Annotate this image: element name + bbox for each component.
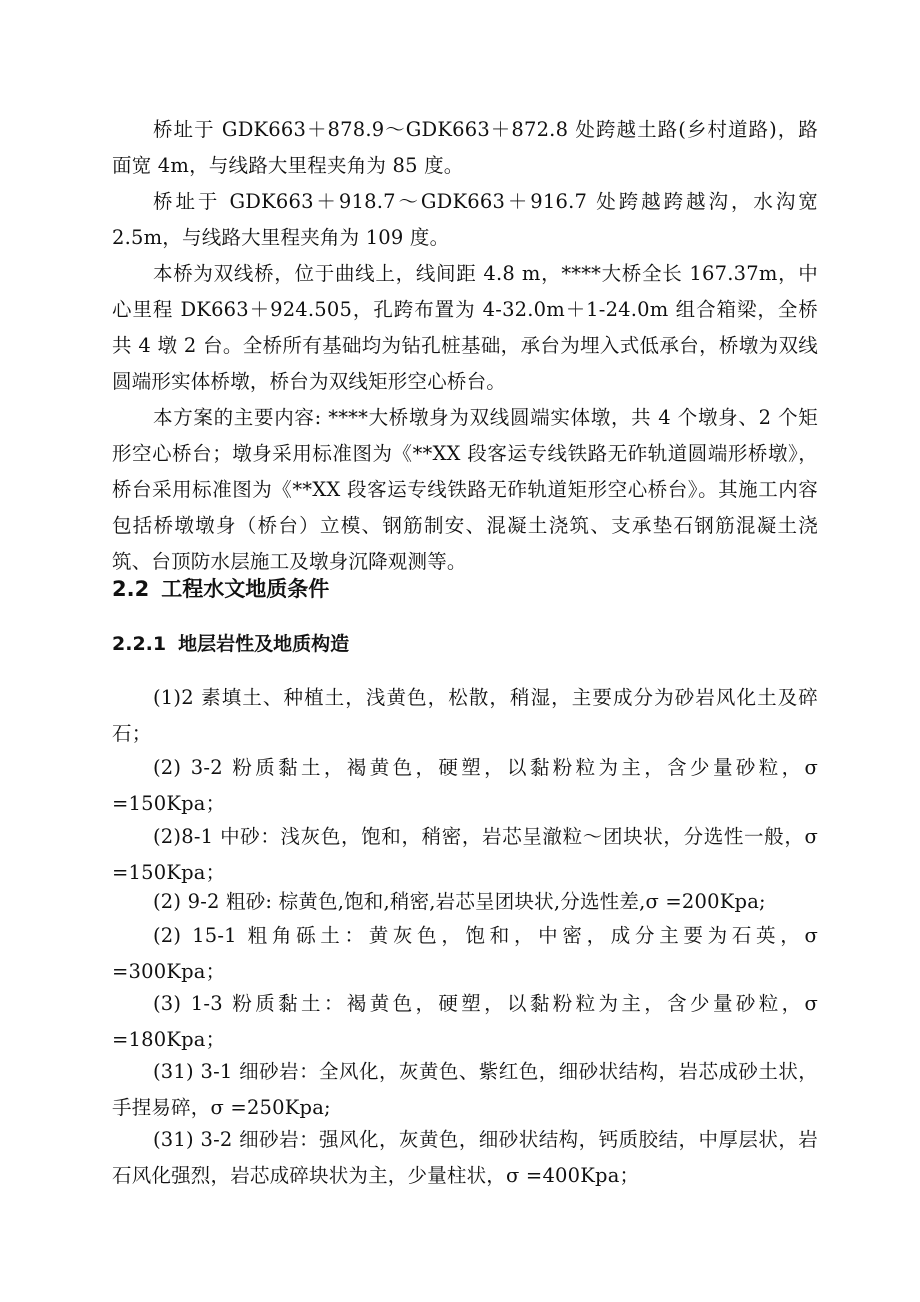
paragraph-bridge-overview: 本桥为双线桥，位于曲线上，线间距 4.8 m，****大桥全长 167.37m，中心里程 DK663＋924.505，孔跨布置为 4-32.0m＋1-24.0m 组合箱梁，全桥共 4 墩 2 台。全桥所有基础均为钻孔桩基础，承台为埋入式低承台，桥墩为双线圆端形实体桥墩，桥台为双线矩形空心桥台。 bbox=[112, 262, 818, 393]
stratum-item: (31) 3-1 细砂岩：全风化，灰黄色、紫红色，细砂状结构，岩芯成砂土状，手捏易碎，σ =250Kpa; bbox=[112, 1060, 818, 1119]
stratum-item: (1)2 素填土、种植土，浅黄色，松散，稍湿，主要成分为砂岩风化土及碎石； bbox=[112, 686, 818, 745]
paragraph-bridge-site-ditch: 桥址于 GDK663＋918.7～GDK663＋916.7 处跨越跨越沟，水沟宽 2.5m，与线路大里程夹角为 109 度。 bbox=[112, 190, 818, 249]
section-heading-2-2 bbox=[112, 574, 329, 604]
stratum-item: (2) 3-2 粉质黏土，褐黄色，硬塑，以黏粉粒为主，含少量砂粒，σ =150Kpa； bbox=[112, 756, 818, 815]
paragraph-scheme-content: 本方案的主要内容: ****大桥墩身为双线圆端实体墩，共 4 个墩身、2 个矩形空心桥台；墩身采用标准图为《**XX 段客运专线铁路无砟轨道圆端形桥墩》，桥台采用标准图为《**XX 段客运专线铁路无砟轨道矩形空心桥台》。其施工内容包括桥墩墩身（桥台）立模、钢筋制安、混凝土浇筑、支承垫石钢筋混凝土浇筑、台顶防水层施工及墩身沉降观测等。 bbox=[112, 406, 818, 573]
stratum-item: (2)8-1 中砂：浅灰色，饱和，稍密，岩芯呈澈粒～团块状，分选性一般，σ =150Kpa； bbox=[112, 825, 818, 884]
subsection-number: 2.2.1 bbox=[112, 633, 167, 655]
stratum-item: (31) 3-2 细砂岩：强风化，灰黄色，细砂状结构，钙质胶结，中厚层状，岩石风化强烈，岩芯成碎块状为主，少量柱状，σ =400Kpa； bbox=[112, 1128, 818, 1187]
stratum-item: (2) 15-1 粗角砾土：黄灰色，饱和，中密，成分主要为石英，σ =300Kpa； bbox=[112, 924, 818, 983]
section-number: 2.2 bbox=[112, 577, 150, 601]
stratum-item: (3) 1-3 粉质黏土：褐黄色，硬塑，以黏粉粒为主，含少量砂粒，σ =180Kpa； bbox=[112, 992, 818, 1051]
stratum-item: (2) 9-2 粗砂: 棕黄色,饱和,稍密,岩芯呈团块状,分选性差,σ =200Kpa; bbox=[153, 890, 766, 913]
section-heading-2-2-1 bbox=[112, 630, 349, 658]
section-title: 工程水文地质条件 bbox=[161, 577, 330, 601]
subsection-title: 地层岩性及地质构造 bbox=[178, 633, 350, 655]
paragraph-bridge-site-road: 桥址于 GDK663＋878.9～GDK663＋872.8 处跨越土路(乡村道路)，路面宽 4m，与线路大里程夹角为 85 度。 bbox=[112, 118, 818, 177]
